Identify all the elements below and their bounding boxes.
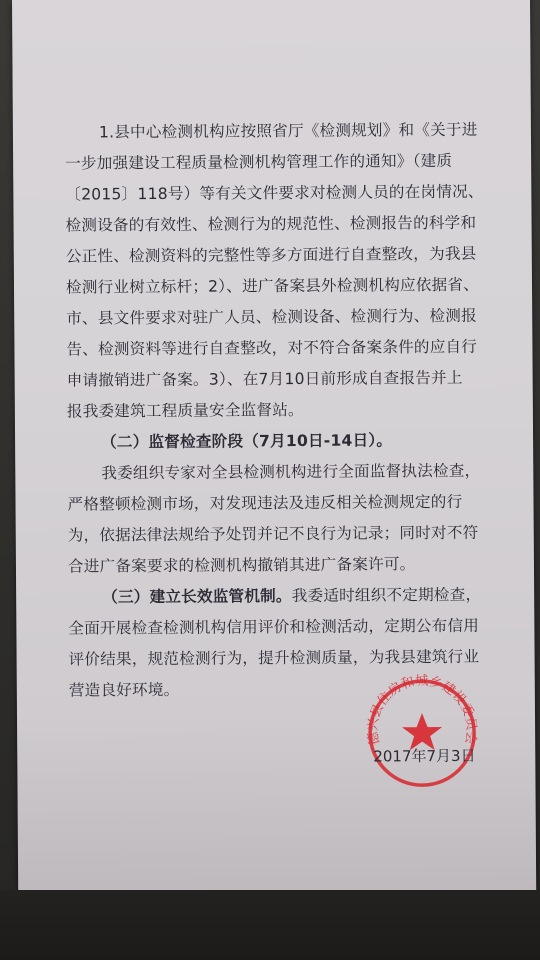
- text-line: 营造良好环境。: [68, 680, 180, 700]
- text-line: 1.县中心检测机构应按照省厅《检测规划》和《关于进: [98, 120, 478, 142]
- text-line: 市、县文件要求对驻广人员、检测设备、检测行为、检测报: [66, 306, 477, 328]
- text-line: 检测设备的有效性、检测行为的规范性、检测报告的科学和: [65, 213, 477, 235]
- text-line: 报我委建筑工程质量安全监督站。: [66, 400, 304, 421]
- text-line: 告、检测资料等进行自查整改，对不符合备案条件的应自行: [66, 337, 478, 359]
- text-line: 一步加强建设工程质量检测机构管理工作的通知》（建质: [65, 151, 453, 173]
- document-page: [12, 0, 536, 895]
- text-line: 全面开展检查检测机构信用评价和检测活动，定期公布信用: [68, 616, 480, 638]
- text-fragment: 我委适时组织不定期检查，: [291, 585, 482, 606]
- text-line: 公正性、检测资料的完整性等多方面进行自查整改，为我县: [65, 244, 477, 266]
- seal-text: 德兴县住房和城乡建设委员会: [365, 673, 479, 747]
- paragraph-supervision: [67, 456, 508, 583]
- text-line: 严格整顿检测市场，对发现违法及违反相关检测规定的行: [67, 492, 463, 514]
- text-line: 评价结果，规范检测行为，提升检测质量，为我县建筑行业: [68, 647, 480, 669]
- text-line: 〔2015〕118号）等有关文件要求对检测人员的在岗情况、: [65, 182, 484, 204]
- section-heading: （三）建立长效监管机制。: [102, 587, 292, 607]
- document-date: 2017年7月3日: [373, 746, 476, 766]
- section-heading: （二）监督检查阶段（7月10日-14日）。: [101, 431, 393, 452]
- official-seal-icon: [357, 665, 488, 796]
- text-line: [68, 580, 508, 614]
- paragraph-self-inspection: [65, 115, 507, 428]
- text-line: 为，依据法律法规给予处罚并记不良行为记录；同时对不符: [67, 523, 479, 545]
- text-line: 我委组织专家对全县检测机构进行全面监督执法检查，: [101, 461, 481, 483]
- table-surface: [0, 890, 540, 960]
- section-heading-supervision: [67, 425, 507, 459]
- text-line: 申请撤销进广备案。3）、在7月10日前形成自查报告并上: [66, 368, 463, 390]
- text-line: 合进广备案要求的检测机构撤销其进广备案许可。: [67, 555, 416, 576]
- text-line: 检测行业树立标杆；2）、进广备案县外检测机构应依据省、: [65, 275, 480, 297]
